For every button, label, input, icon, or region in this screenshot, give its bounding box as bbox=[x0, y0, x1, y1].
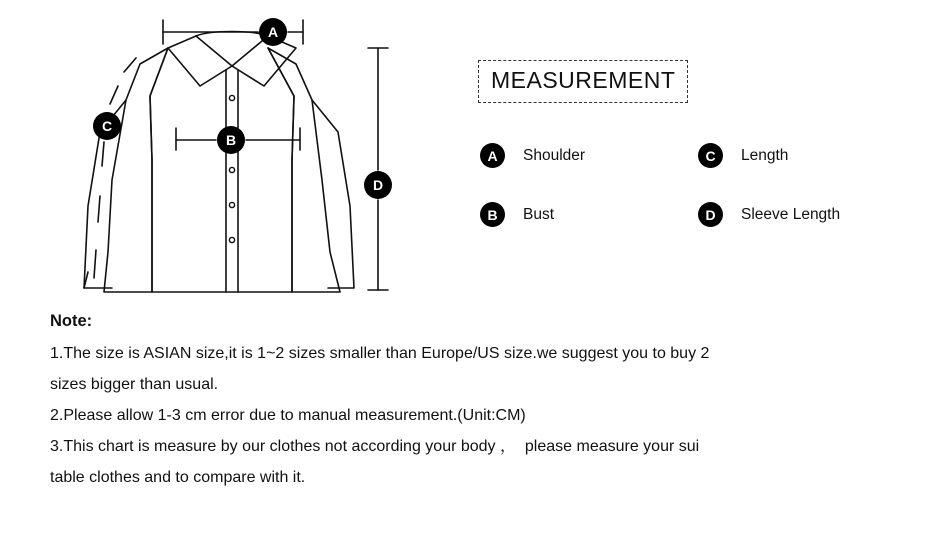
note-block bbox=[50, 312, 910, 493]
legend-item-length bbox=[698, 143, 788, 168]
legend-label-length: Length bbox=[741, 146, 789, 164]
legend-item-bust bbox=[480, 202, 554, 227]
shirt-illustration-svg bbox=[0, 0, 460, 310]
legend-label-bust: Bust bbox=[523, 205, 555, 223]
sleeve-length-measure-line bbox=[368, 48, 388, 290]
diagram-badge-a-text: A bbox=[267, 24, 279, 40]
legend-item-sleeve-length bbox=[698, 202, 840, 227]
diagram-badge-d-text: D bbox=[372, 177, 384, 193]
diagram-badge-d bbox=[364, 171, 392, 199]
diagram-badge-b-text: B bbox=[225, 132, 237, 148]
measurement-title: MEASUREMENT bbox=[491, 67, 676, 93]
measurement-legend bbox=[470, 50, 920, 260]
shirt-sleeves bbox=[84, 100, 354, 288]
legend-badge-c: C bbox=[698, 143, 723, 168]
legend-label-shoulder: Shoulder bbox=[523, 146, 586, 164]
diagram-badge-b bbox=[217, 126, 245, 154]
shirt-diagram bbox=[0, 0, 460, 310]
diagram-badge-c-text: C bbox=[101, 118, 113, 134]
legend-badge-b: B bbox=[480, 202, 505, 227]
note-line-3: 2.Please allow 1-3 cm error due to manual measurement.(Unit:CM) bbox=[50, 407, 526, 424]
legend-item-shoulder bbox=[480, 143, 585, 168]
diagram-badge-a bbox=[259, 18, 287, 46]
legend-label-sleeve-length: Sleeve Length bbox=[741, 205, 841, 223]
note-line-1: 1.The size is ASIAN size,it is 1~2 sizes smaller than Europe/US size.we suggest you to buy 2 bbox=[50, 345, 710, 362]
shirt-buttons bbox=[229, 95, 234, 242]
note-line-5: table clothes and to compare with it. bbox=[50, 469, 306, 486]
shirt-body-outline bbox=[101, 48, 340, 292]
legend-badge-d: D bbox=[698, 202, 723, 227]
note-heading: Note: bbox=[50, 312, 93, 330]
note-line-4: 3.This chart is measure by our clothes not according your body ， please measure your sui bbox=[50, 438, 700, 455]
diagram-badge-c bbox=[93, 112, 121, 140]
measurement-title-box bbox=[478, 60, 688, 103]
note-line-2: sizes bigger than usual. bbox=[50, 376, 219, 393]
legend-badge-a: A bbox=[480, 143, 505, 168]
